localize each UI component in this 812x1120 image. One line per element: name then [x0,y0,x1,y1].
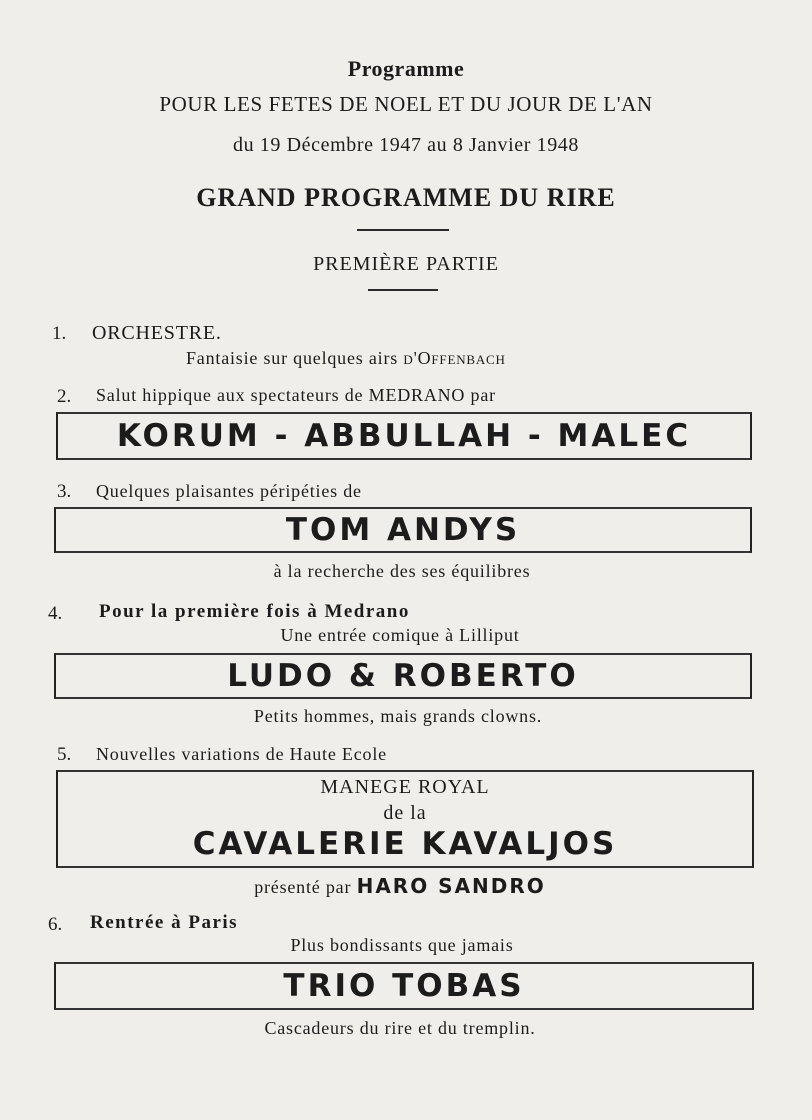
act-5-caption [0,874,806,898]
act-1-composer: d'Offenbach [403,348,506,368]
title-divider [357,229,449,231]
program-subtitle: POUR LES FETES DE NOEL ET DU JOUR DE L'AN [159,92,653,116]
act-5-number: 5. [57,744,72,765]
section-divider [368,289,438,291]
act-1-title: ORCHESTRE. [92,322,222,344]
act-5-box-line2: de la [383,802,427,824]
act-4-intro: Une entrée comique à Lilliput [280,625,520,645]
act-5-performer: CAVALERIE KAVALJOS [192,826,618,862]
act-3-intro: Quelques plaisantes péripéties de [96,481,362,501]
act-4-number: 4. [48,603,63,624]
act-5-caption-prefix: présenté par [254,877,352,897]
section-title: PREMIÈRE PARTIE [313,253,499,275]
act-3-performer: TOM ANDYS [285,512,521,548]
act-6-performer: TRIO TOBAS [283,968,525,1004]
act-2-performer-box [56,412,752,460]
act-5-box-line1: MANEGE ROYAL [320,776,490,798]
act-1-description [186,348,506,369]
act-2-performer: KORUM - ABBULLAH - MALEC [116,418,692,454]
act-4-caption: Petits hommes, mais grands clowns. [253,706,543,726]
act-5-performer-box [56,770,754,868]
act-2-intro: Salut hippique aux spectateurs de MEDRANO par [96,385,496,405]
act-6-caption: Cascadeurs du rire et du tremplin. [264,1018,536,1038]
act-5-intro: Nouvelles variations de Haute Ecole [96,744,387,764]
act-1-number: 1. [52,323,67,344]
act-6-headline: Rentrée à Paris [90,912,239,933]
program-title: Programme [347,56,465,81]
act-2-number: 2. [57,386,72,407]
act-4-headline: Pour la première fois à Medrano [99,601,410,622]
act-4-performer-box [54,653,752,699]
main-title: GRAND PROGRAMME DU RIRE [196,183,616,212]
act-3-number: 3. [57,481,72,502]
act-3-performer-box [54,507,752,553]
act-6-performer-box [54,962,754,1010]
act-5-presenter: HARO SANDRO [356,874,546,898]
act-1-description-text: Fantaisie sur quelques airs [186,348,399,368]
program-dates: du 19 Décembre 1947 au 8 Janvier 1948 [233,134,579,156]
act-3-caption: à la recherche des ses équilibres [273,561,531,581]
act-6-number: 6. [48,914,63,935]
act-4-performer: LUDO & ROBERTO [227,658,579,694]
act-6-intro: Plus bondissants que jamais [290,935,514,955]
